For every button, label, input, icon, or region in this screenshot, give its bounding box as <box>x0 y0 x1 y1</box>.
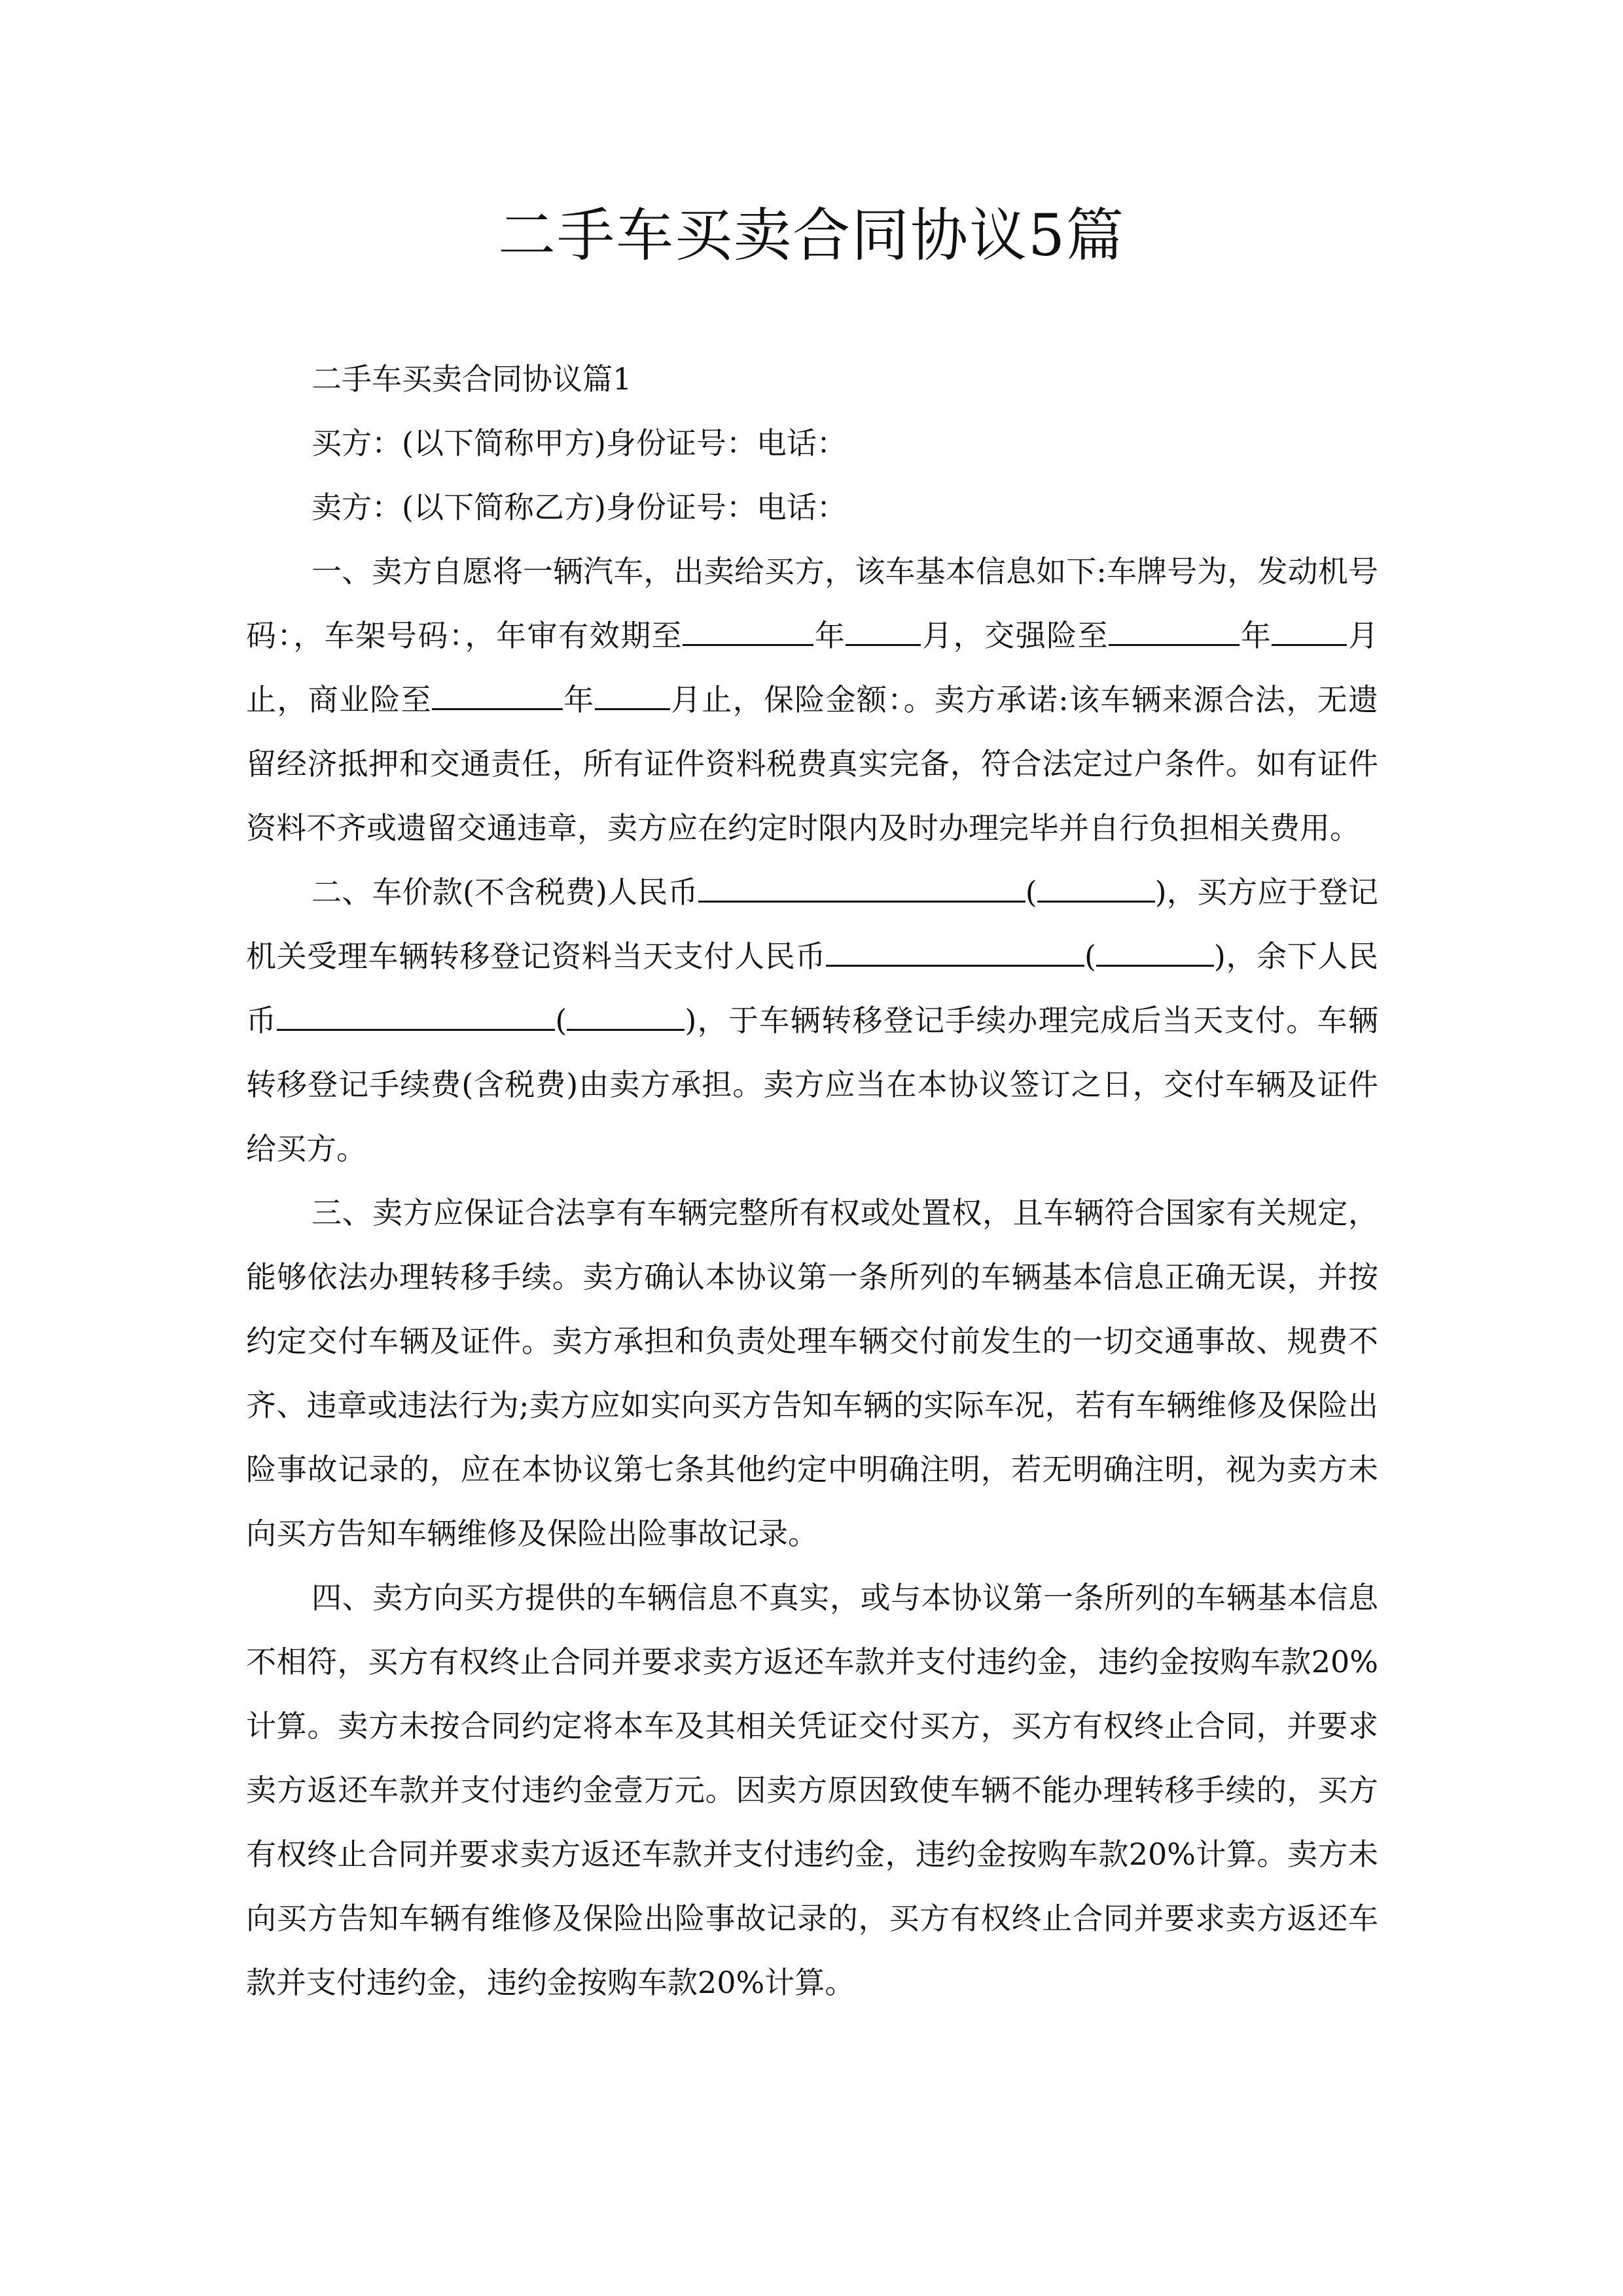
clause-1-text-e: 月止，商业险至 <box>246 618 1379 717</box>
document-title: 二手车买卖合同协议5篇 <box>498 202 1125 269</box>
blank-inspection-year <box>683 611 813 646</box>
blank-total-price-figures <box>1037 868 1155 903</box>
clause-2-text-a: 二、车价款(不含税费)人民币 <box>312 874 698 910</box>
clause-1-text-d: 年 <box>1240 618 1272 653</box>
seller-line: 卖方：(以下简称乙方)身份证号：电话： <box>312 490 847 525</box>
clause-1-text-a: 一、卖方自愿将一辆汽车，出卖给买方，该车基本信息如下:车牌号为，发动机号码：，车架号码：，年审有效期至 <box>246 554 1378 653</box>
clause-4: 四、卖方向买方提供的车辆信息不真实，或与本协议第一条所列的车辆基本信息不相符，买方有权终止合同并要求卖方返还车款并支付违约金，违约金按购车款20%计算。卖方未按合同约定将本车及其相关凭证交付买方，买方有权终止合同，并要求卖方返还车款并支付违约金壹万元。因卖方原因致使车辆不能办理转移手续的，买方有权终止合同并要求卖方返还车款并支付违约金，违约金按购车款20%计算。卖方未向买方告知车辆有维修及保险出险事故记录的，买方有权终止合同并要求卖方返还车款并支付违约金，违约金按购车款20%计算。 <box>246 1580 1378 2000</box>
blank-remaining-payment-figures <box>567 996 685 1031</box>
blank-remaining-payment <box>277 996 555 1031</box>
clause-2-text-b: ( <box>1025 874 1037 910</box>
clause-1-text-f: 年 <box>562 682 595 717</box>
clause-3: 三、卖方应保证合法享有车辆完整所有权或处置权，且车辆符合国家有关规定，能够依法办理转移手续。卖方确认本协议第一条所列的车辆基本信息正确无误，并按约定交付车辆及证件。卖方承担和负责处理车辆交付前发生的一切交通事故、规费不齐、违章或违法行为;卖方应如实向买方告知车辆的实际车况，若有车辆维修及保险出险事故记录的，应在本协议第七条其他约定中明确注明，若无明确注明，视为卖方未向买方告知车辆维修及保险出险事故记录。 <box>246 1195 1378 1551</box>
clause-2-text-d: ( <box>1084 939 1096 974</box>
blank-inspection-month <box>846 611 921 646</box>
document-body <box>246 347 1378 2015</box>
clause-2-text-f: ( <box>555 1003 567 1038</box>
clause-2-text-e: )，余下人民币 <box>246 939 1378 1038</box>
clause-2-text-g: )，于车辆转移登记手续办理完成后当天支付。车辆转移登记手续费(含税费)由卖方承担。卖方应当在本协议签订之日，交付车辆及证件给买方。 <box>246 1003 1379 1166</box>
blank-compulsory-insurance-date <box>1109 611 1240 646</box>
blank-commercial-insurance-date <box>432 675 563 710</box>
blank-total-price <box>698 868 1026 903</box>
buyer-line: 买方：(以下简称甲方)身份证号：电话： <box>312 425 847 461</box>
clause-1-text-b: 年 <box>813 618 846 653</box>
blank-compulsory-insurance-month <box>1272 611 1347 646</box>
blank-first-payment-figures <box>1096 932 1214 967</box>
blank-first-payment <box>826 932 1084 967</box>
clause-2-text-c: )，买方应于登记机关受理车辆转移登记资料当天支付人民币 <box>246 874 1378 974</box>
section-heading: 二手车买卖合同协议篇1 <box>312 361 632 397</box>
blank-commercial-insurance-month <box>595 675 670 710</box>
clause-2 <box>246 860 1378 1181</box>
clause-1 <box>246 539 1378 860</box>
clause-1-text-c: 月，交强险至 <box>921 618 1109 653</box>
clause-1-text-g: 月止，保险金额：。卖方承诺:该车辆来源合法，无遗留经济抵押和交通责任，所有证件资料税费真实完备，符合法定过户条件。如有证件资料不齐或遗留交通违章，卖方应在约定时限内及时办理完毕并自行负担相关费用。 <box>246 682 1378 846</box>
